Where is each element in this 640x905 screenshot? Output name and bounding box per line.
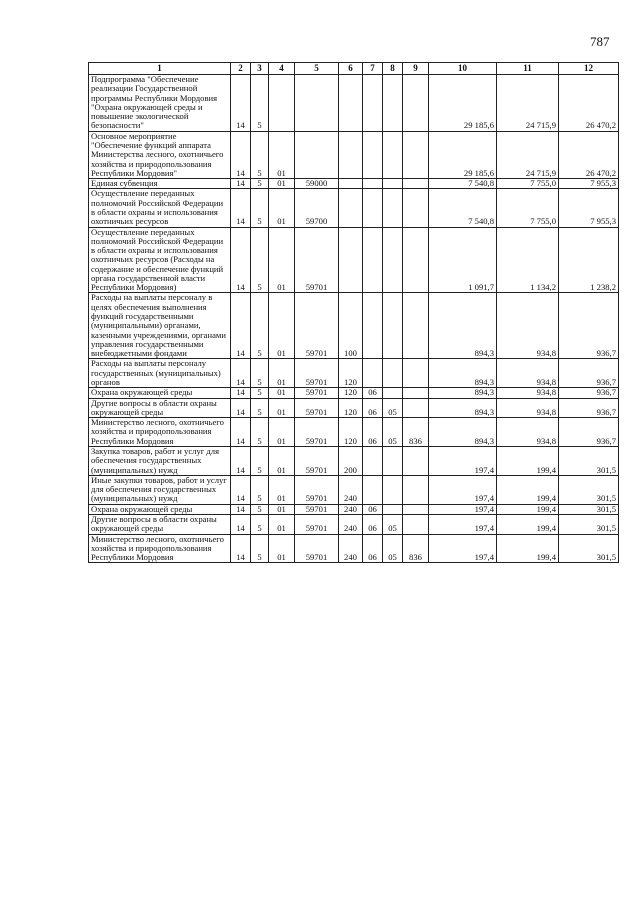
cell-col8 <box>383 189 403 227</box>
cell-col10: 894,3 <box>429 398 497 418</box>
cell-col3: 5 <box>251 398 269 418</box>
cell-col2: 14 <box>231 388 251 398</box>
table-row <box>89 359 619 388</box>
cell-col11: 934,8 <box>497 293 559 359</box>
cell-col10: 894,3 <box>429 388 497 398</box>
cell-col7 <box>363 131 383 178</box>
cell-col2: 14 <box>231 131 251 178</box>
col-header-8: 8 <box>383 63 403 75</box>
cell-col12: 7 955,3 <box>559 179 619 189</box>
col-header-7: 7 <box>363 63 383 75</box>
cell-col2: 14 <box>231 504 251 514</box>
cell-col10: 197,4 <box>429 514 497 534</box>
cell-col8 <box>383 293 403 359</box>
cell-col4: 01 <box>269 504 295 514</box>
cell-col9 <box>403 359 429 388</box>
cell-col7: 06 <box>363 418 383 447</box>
col-header-11: 11 <box>497 63 559 75</box>
cell-col6: 240 <box>339 514 363 534</box>
cell-col8 <box>383 179 403 189</box>
cell-col2: 14 <box>231 446 251 475</box>
cell-col7 <box>363 75 383 132</box>
cell-col12: 301,5 <box>559 446 619 475</box>
cell-col4: 01 <box>269 293 295 359</box>
cell-col6: 240 <box>339 475 363 504</box>
cell-col11: 199,4 <box>497 534 559 563</box>
cell-col4: 01 <box>269 227 295 293</box>
cell-col12: 936,7 <box>559 359 619 388</box>
cell-col5: 59701 <box>295 359 339 388</box>
col-header-12: 12 <box>559 63 619 75</box>
table-row <box>89 75 619 132</box>
cell-col4: 01 <box>269 388 295 398</box>
cell-col3: 5 <box>251 418 269 447</box>
cell-col11: 934,8 <box>497 388 559 398</box>
cell-col2: 14 <box>231 227 251 293</box>
cell-col2: 14 <box>231 179 251 189</box>
cell-col5: 59701 <box>295 293 339 359</box>
row-name: Другие вопросы в области охраны окружающей среды <box>89 514 231 534</box>
cell-col5: 59701 <box>295 534 339 563</box>
cell-col11: 934,8 <box>497 418 559 447</box>
cell-col4 <box>269 75 295 132</box>
cell-col7 <box>363 227 383 293</box>
cell-col6: 100 <box>339 293 363 359</box>
row-name: Охрана окружающей среды <box>89 504 231 514</box>
cell-col9 <box>403 475 429 504</box>
cell-col8 <box>383 131 403 178</box>
row-name: Расходы на выплаты персоналу государственных (муниципальных) органов <box>89 359 231 388</box>
cell-col12: 301,5 <box>559 475 619 504</box>
cell-col8: 05 <box>383 418 403 447</box>
cell-col4: 01 <box>269 446 295 475</box>
cell-col6: 200 <box>339 446 363 475</box>
cell-col5: 59701 <box>295 504 339 514</box>
cell-col2: 14 <box>231 359 251 388</box>
cell-col11: 934,8 <box>497 359 559 388</box>
cell-col6 <box>339 179 363 189</box>
cell-col5: 59701 <box>295 227 339 293</box>
cell-col3: 5 <box>251 534 269 563</box>
cell-col10: 894,3 <box>429 293 497 359</box>
cell-col11: 24 715,9 <box>497 131 559 178</box>
cell-col7: 06 <box>363 504 383 514</box>
cell-col8 <box>383 75 403 132</box>
table-row <box>89 418 619 447</box>
cell-col4: 01 <box>269 359 295 388</box>
cell-col5: 59000 <box>295 179 339 189</box>
cell-col4: 01 <box>269 418 295 447</box>
row-name: Осуществление переданных полномочий Российской Федерации в области охраны и использования охотничьих ресурсов (Расходы на содержание и обеспечение функций органа государственной власти Республики Мордовия) <box>89 227 231 293</box>
cell-col5 <box>295 75 339 132</box>
cell-col10: 197,4 <box>429 446 497 475</box>
cell-col5: 59701 <box>295 398 339 418</box>
cell-col5: 59701 <box>295 388 339 398</box>
cell-col5: 59701 <box>295 418 339 447</box>
cell-col8 <box>383 359 403 388</box>
cell-col7: 06 <box>363 514 383 534</box>
table-row <box>89 179 619 189</box>
cell-col12: 26 470,2 <box>559 75 619 132</box>
row-name: Охрана окружающей среды <box>89 388 231 398</box>
page-number: 787 <box>590 34 610 49</box>
cell-col10: 29 185,6 <box>429 131 497 178</box>
cell-col6 <box>339 189 363 227</box>
col-header-5: 5 <box>295 63 339 75</box>
table-row <box>89 388 619 398</box>
col-header-1: 1 <box>89 63 231 75</box>
cell-col6 <box>339 227 363 293</box>
cell-col2: 14 <box>231 398 251 418</box>
cell-col11: 934,8 <box>497 398 559 418</box>
cell-col3: 5 <box>251 179 269 189</box>
cell-col3: 5 <box>251 504 269 514</box>
table-row <box>89 534 619 563</box>
cell-col9 <box>403 75 429 132</box>
cell-col11: 7 755,0 <box>497 179 559 189</box>
col-header-6: 6 <box>339 63 363 75</box>
cell-col4: 01 <box>269 179 295 189</box>
cell-col12: 301,5 <box>559 504 619 514</box>
cell-col6: 240 <box>339 504 363 514</box>
cell-col11: 199,4 <box>497 475 559 504</box>
cell-col9 <box>403 388 429 398</box>
cell-col3: 5 <box>251 131 269 178</box>
cell-col11: 199,4 <box>497 504 559 514</box>
table-row <box>89 504 619 514</box>
row-name: Закупка товаров, работ и услуг для обеспечения государственных (муниципальных) нужд <box>89 446 231 475</box>
cell-col9 <box>403 446 429 475</box>
cell-col10: 1 091,7 <box>429 227 497 293</box>
col-header-4: 4 <box>269 63 295 75</box>
cell-col11: 199,4 <box>497 446 559 475</box>
cell-col6: 120 <box>339 359 363 388</box>
cell-col4: 01 <box>269 398 295 418</box>
cell-col9 <box>403 131 429 178</box>
cell-col12: 301,5 <box>559 534 619 563</box>
cell-col5: 59701 <box>295 475 339 504</box>
cell-col3: 5 <box>251 359 269 388</box>
cell-col4: 01 <box>269 514 295 534</box>
cell-col7: 06 <box>363 398 383 418</box>
cell-col9: 836 <box>403 534 429 563</box>
cell-col5: 59701 <box>295 514 339 534</box>
cell-col10: 7 540,8 <box>429 189 497 227</box>
cell-col9: 836 <box>403 418 429 447</box>
row-name: Министерство лесного, охотничьего хозяйства и природопользования Республики Мордовия <box>89 534 231 563</box>
col-header-10: 10 <box>429 63 497 75</box>
cell-col12: 7 955,3 <box>559 189 619 227</box>
cell-col7 <box>363 189 383 227</box>
row-name: Министерство лесного, охотничьего хозяйства и природопользования Республики Мордовия <box>89 418 231 447</box>
cell-col10: 894,3 <box>429 359 497 388</box>
cell-col8 <box>383 227 403 293</box>
cell-col9 <box>403 179 429 189</box>
cell-col4: 01 <box>269 475 295 504</box>
cell-col12: 301,5 <box>559 514 619 534</box>
table-row <box>89 398 619 418</box>
cell-col8 <box>383 446 403 475</box>
cell-col9 <box>403 189 429 227</box>
cell-col10: 29 185,6 <box>429 75 497 132</box>
table-body <box>89 75 619 563</box>
cell-col12: 26 470,2 <box>559 131 619 178</box>
cell-col10: 197,4 <box>429 504 497 514</box>
cell-col2: 14 <box>231 475 251 504</box>
table-row <box>89 446 619 475</box>
col-header-3: 3 <box>251 63 269 75</box>
cell-col4: 01 <box>269 189 295 227</box>
table-row <box>89 475 619 504</box>
cell-col7 <box>363 359 383 388</box>
row-name: Другие вопросы в области охраны окружающей среды <box>89 398 231 418</box>
table-header-row <box>89 63 619 75</box>
cell-col3: 5 <box>251 189 269 227</box>
table-row <box>89 189 619 227</box>
cell-col11: 1 134,2 <box>497 227 559 293</box>
cell-col8: 05 <box>383 514 403 534</box>
cell-col2: 14 <box>231 418 251 447</box>
cell-col6 <box>339 131 363 178</box>
cell-col3: 5 <box>251 293 269 359</box>
cell-col3: 5 <box>251 388 269 398</box>
cell-col2: 14 <box>231 189 251 227</box>
cell-col11: 7 755,0 <box>497 189 559 227</box>
cell-col7 <box>363 446 383 475</box>
cell-col9 <box>403 398 429 418</box>
row-name: Основное мероприятие "Обеспечение функций аппарата Министерства лесного, охотничьего хозяйства и природопользования Республики Мордовия" <box>89 131 231 178</box>
table-row <box>89 293 619 359</box>
cell-col6: 120 <box>339 418 363 447</box>
col-header-9: 9 <box>403 63 429 75</box>
cell-col6: 240 <box>339 534 363 563</box>
cell-col11: 24 715,9 <box>497 75 559 132</box>
cell-col2: 14 <box>231 75 251 132</box>
cell-col5: 59701 <box>295 446 339 475</box>
table-row <box>89 514 619 534</box>
row-name: Иные закупки товаров, работ и услуг для обеспечения государственных (муниципальных) нужд <box>89 475 231 504</box>
cell-col9 <box>403 514 429 534</box>
cell-col6 <box>339 75 363 132</box>
cell-col2: 14 <box>231 293 251 359</box>
budget-table <box>88 62 619 563</box>
cell-col6: 120 <box>339 388 363 398</box>
table-row <box>89 227 619 293</box>
cell-col9 <box>403 504 429 514</box>
table-row <box>89 131 619 178</box>
cell-col8 <box>383 388 403 398</box>
cell-col7 <box>363 179 383 189</box>
cell-col3: 5 <box>251 227 269 293</box>
cell-col11: 199,4 <box>497 514 559 534</box>
cell-col4: 01 <box>269 534 295 563</box>
cell-col9 <box>403 293 429 359</box>
cell-col10: 894,3 <box>429 418 497 447</box>
cell-col7 <box>363 475 383 504</box>
cell-col3: 5 <box>251 475 269 504</box>
cell-col12: 936,7 <box>559 388 619 398</box>
cell-col8: 05 <box>383 398 403 418</box>
cell-col8: 05 <box>383 534 403 563</box>
cell-col12: 936,7 <box>559 418 619 447</box>
cell-col8 <box>383 504 403 514</box>
cell-col3: 5 <box>251 75 269 132</box>
cell-col9 <box>403 227 429 293</box>
cell-col5: 59700 <box>295 189 339 227</box>
cell-col3: 5 <box>251 514 269 534</box>
cell-col10: 7 540,8 <box>429 179 497 189</box>
cell-col2: 14 <box>231 514 251 534</box>
cell-col7: 06 <box>363 534 383 563</box>
cell-col12: 936,7 <box>559 293 619 359</box>
row-name: Единая субвенция <box>89 179 231 189</box>
cell-col8 <box>383 475 403 504</box>
cell-col2: 14 <box>231 534 251 563</box>
cell-col4: 01 <box>269 131 295 178</box>
row-name: Расходы на выплаты персоналу в целях обеспечения выполнения функций государственными (муниципальными) органами, казенными учреждениями, органами управления государственными внебюджетными фондами <box>89 293 231 359</box>
cell-col7 <box>363 293 383 359</box>
row-name: Подпрограмма "Обеспечение реализации Государственной программы Республики Мордовия "Охрана окружающей среды и повышение экологической безопасности" <box>89 75 231 132</box>
cell-col6: 120 <box>339 398 363 418</box>
cell-col10: 197,4 <box>429 475 497 504</box>
row-name: Осуществление переданных полномочий Российской Федерации в области охраны и использования охотничьих ресурсов <box>89 189 231 227</box>
cell-col3: 5 <box>251 446 269 475</box>
cell-col12: 936,7 <box>559 398 619 418</box>
col-header-2: 2 <box>231 63 251 75</box>
cell-col12: 1 238,2 <box>559 227 619 293</box>
cell-col7: 06 <box>363 388 383 398</box>
cell-col5 <box>295 131 339 178</box>
cell-col10: 197,4 <box>429 534 497 563</box>
